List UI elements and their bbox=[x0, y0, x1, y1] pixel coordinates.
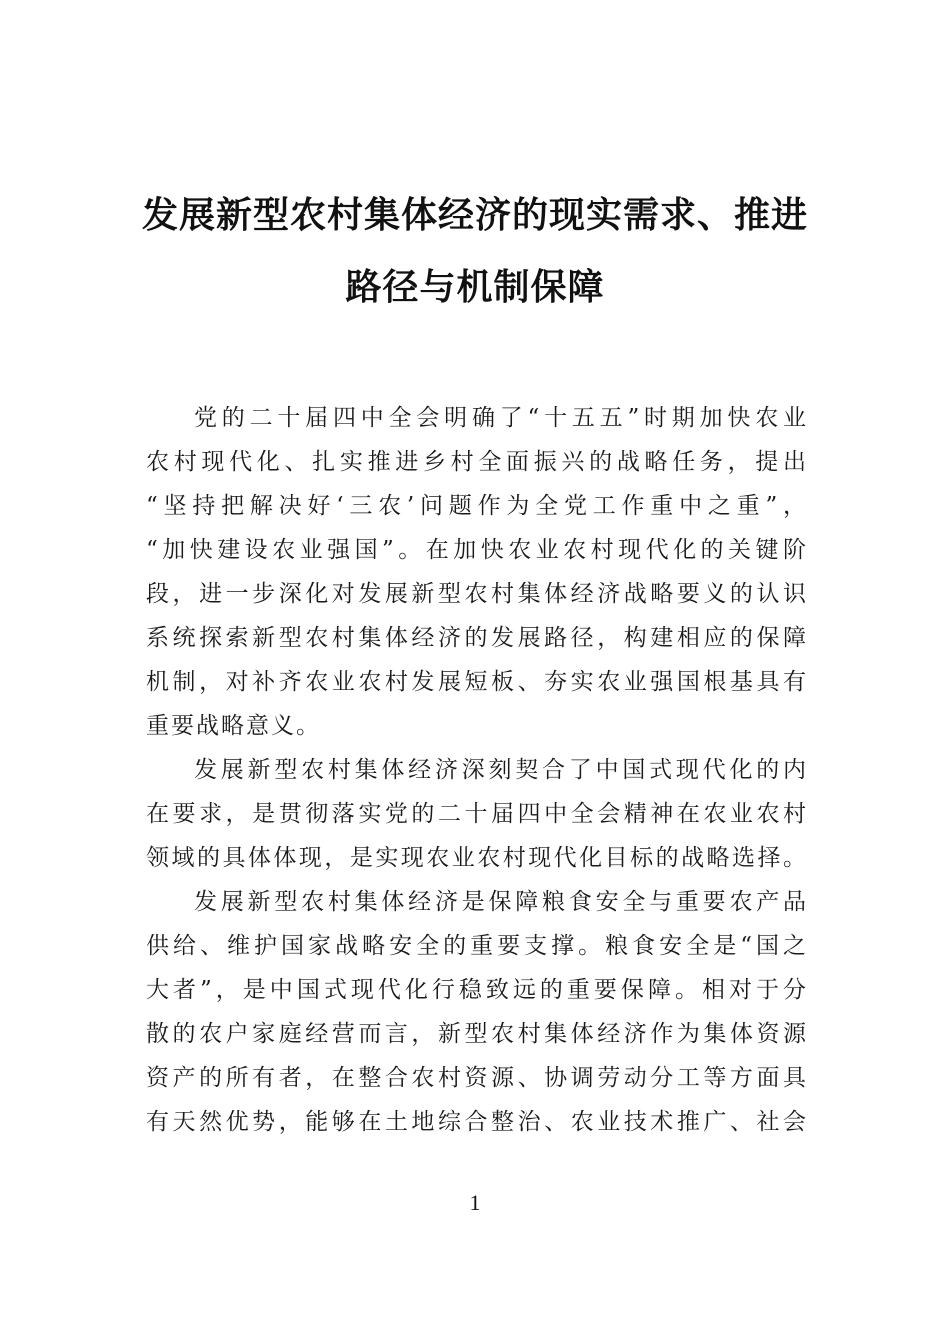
paragraph-2 bbox=[146, 748, 806, 880]
paragraph-line: 在要求，是贯彻落实党的二十届四中全会精神在农业农村 bbox=[146, 801, 806, 827]
paragraph-line: 农村现代化、扎实推进乡村全面振兴的战略任务，提出 bbox=[146, 449, 806, 475]
paragraph-line: 大者”，是中国式现代化行稳致远的重要保障。相对于分 bbox=[146, 977, 806, 1003]
paragraph-line: “坚持把解决好‘三农’问题作为全党工作重中之重”， bbox=[146, 493, 806, 519]
paragraph-3 bbox=[146, 880, 806, 1144]
paragraph-line: 系统探索新型农村集体经济的发展路径，构建相应的保障 bbox=[146, 625, 806, 651]
document-title-line-2: 路径与机制保障 bbox=[345, 267, 605, 308]
paragraph-line: 机制，对补齐农业农村发展短板、夯实农业强国根基具有 bbox=[146, 669, 806, 695]
paragraph-line: 段，进一步深化对发展新型农村集体经济战略要义的认识 bbox=[146, 581, 806, 607]
paragraph-1 bbox=[146, 396, 806, 748]
page-number: 1 bbox=[469, 1190, 481, 1215]
paragraph-line: 供给、维护国家战略安全的重要支撑。粮食安全是“国之 bbox=[146, 933, 806, 959]
paragraph-line: “加快建设农业强国”。在加快农业农村现代化的关键阶 bbox=[146, 537, 806, 563]
paragraph-line: 发展新型农村集体经济深刻契合了中国式现代化的内 bbox=[194, 757, 806, 783]
paragraph-line: 领域的具体体现，是实现农业农村现代化目标的战略选择。 bbox=[146, 845, 806, 871]
paragraph-line: 发展新型农村集体经济是保障粮食安全与重要农产品 bbox=[194, 889, 806, 915]
paragraph-line: 重要战略意义。 bbox=[146, 713, 321, 739]
paragraph-line: 党的二十届四中全会明确了“十五五”时期加快农业 bbox=[194, 405, 806, 431]
paragraph-line: 资产的所有者，在整合农村资源、协调劳动分工等方面具 bbox=[146, 1065, 806, 1091]
paragraph-line: 有天然优势，能够在土地综合整治、农业技术推广、社会 bbox=[146, 1109, 806, 1135]
document-body bbox=[146, 396, 806, 1144]
document-title-line-1: 发展新型农村集体经济的现实需求、推进 bbox=[141, 195, 808, 236]
paragraph-line: 散的农户家庭经营而言，新型农村集体经济作为集体资源 bbox=[146, 1021, 806, 1047]
